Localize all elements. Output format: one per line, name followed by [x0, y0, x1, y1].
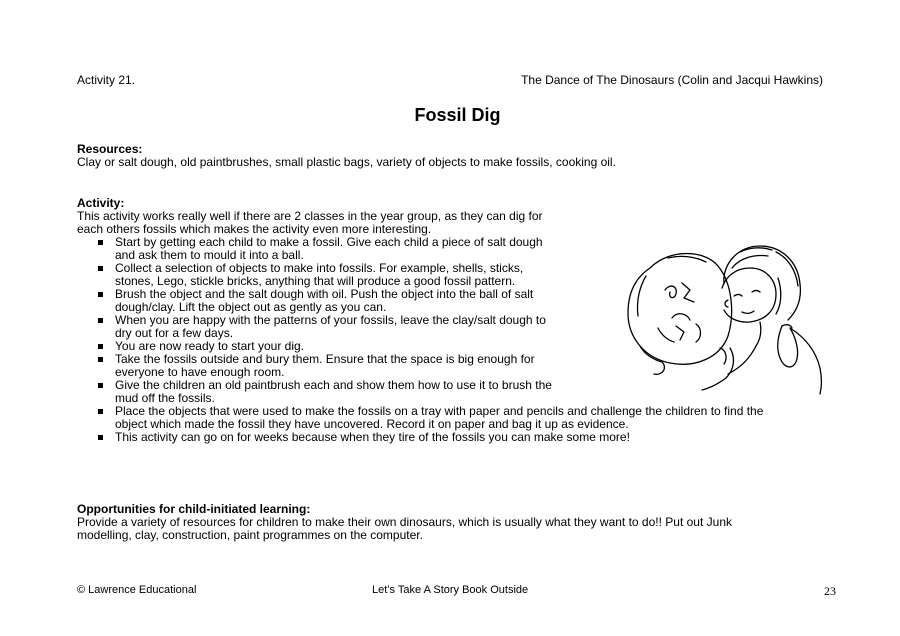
list-item-line: Place the objects that were used to make the fossils on a tray with paper and pencils and challenge the children to find the: [115, 404, 764, 418]
bullet-icon: [98, 409, 103, 414]
opportunities-line: modelling, clay, construction, paint programmes on the computer.: [77, 528, 423, 542]
resources-text: Clay or salt dough, old paintbrushes, small plastic bags, variety of objects to make fossils, cooking oil.: [77, 155, 616, 169]
list-item-line: and ask them to mould it into a ball.: [115, 248, 304, 262]
list-item-line: Start by getting each child to make a fossil. Give each child a piece of salt dough: [115, 235, 543, 249]
list-item-line: Brush the object and the salt dough with oil. Push the object into the ball of salt: [115, 287, 534, 301]
list-item-line: When you are happy with the patterns of your fossils, leave the clay/salt dough to: [115, 313, 546, 327]
bullet-icon: [98, 318, 103, 323]
activity-heading: Activity:: [77, 196, 125, 210]
child-with-fossil-sketch-icon: [610, 228, 832, 398]
page-title: Fossil Dig: [414, 105, 501, 125]
activity-intro-line: each others fossils which makes the activity even more interesting.: [77, 222, 432, 236]
list-item-line: everyone to have enough room.: [115, 365, 285, 379]
list-item: [77, 405, 763, 431]
activity-intro-line: This activity works really well if there are 2 classes in the year group, as they can dig for: [77, 209, 543, 223]
list-item-line: dry out for a few days.: [115, 326, 234, 340]
list-item-line: mud off the fossils.: [115, 391, 215, 405]
bullet-icon: [98, 383, 103, 388]
list-item-line: Take the fossils outside and bury them. Ensure that the space is big enough for: [115, 352, 535, 366]
list-item-line: You are now ready to start your dig.: [115, 339, 304, 353]
page-number: 23: [824, 584, 836, 598]
list-item-line: Give the children an old paintbrush each and show them how to use it to brush the: [115, 378, 552, 392]
resources-heading: Resources:: [77, 142, 143, 156]
footer-copyright: © Lawrence Educational: [77, 584, 197, 596]
bullet-icon: [98, 240, 103, 245]
list-item-line: dough/clay. Lift the object out as gently as you can.: [115, 300, 387, 314]
opportunities-heading: Opportunities for child-initiated learning:: [77, 502, 311, 516]
opportunities-section: [77, 503, 732, 542]
bullet-icon: [98, 292, 103, 297]
book-reference: The Dance of The Dinosaurs (Colin and Jacqui Hawkins): [521, 73, 823, 87]
list-item-line: object which made the fossil they have uncovered. Record it on paper and bag it up as evidence.: [115, 417, 629, 431]
list-item-line: stones, Lego, stickle bricks, anything that will produce a good fossil pattern.: [115, 274, 516, 288]
bullet-icon: [98, 266, 103, 271]
bullet-icon: [98, 435, 103, 440]
list-item-line: This activity can go on for weeks because when they tire of the fossils you can make some more!: [115, 430, 630, 444]
list-item-line: Collect a selection of objects to make into fossils. For example, shells, sticks,: [115, 261, 524, 275]
opportunities-line: Provide a variety of resources for children to make their own dinosaurs, which is usually what they want to do!! Put out Junk: [77, 515, 732, 529]
bullet-icon: [98, 357, 103, 362]
list-item: [77, 431, 763, 444]
bullet-icon: [98, 344, 103, 349]
activity-number: Activity 21.: [77, 73, 136, 87]
footer-book-title: Let’s Take A Story Book Outside: [372, 584, 529, 596]
resources-section: [77, 143, 616, 169]
